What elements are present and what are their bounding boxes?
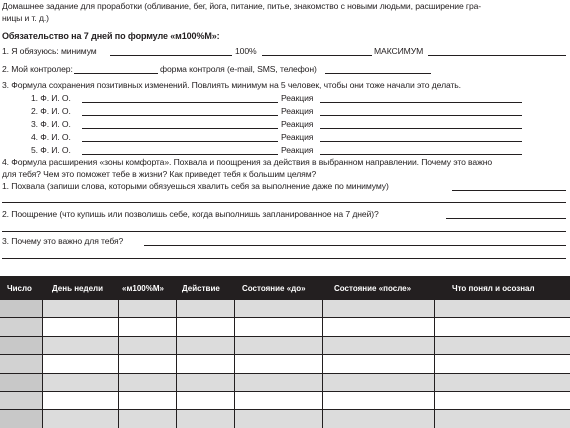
table-cell[interactable] <box>234 373 322 391</box>
table-row <box>0 355 570 373</box>
table-cell[interactable] <box>0 300 42 318</box>
table-row <box>0 391 570 409</box>
reaction-label: Реакция <box>281 132 314 142</box>
table-cell[interactable] <box>118 336 176 354</box>
table-cell[interactable] <box>322 300 434 318</box>
table-cell[interactable] <box>234 391 322 409</box>
table-cell[interactable] <box>434 410 570 428</box>
table-cell[interactable] <box>42 391 118 409</box>
importance-field[interactable] <box>144 245 566 246</box>
table-cell[interactable] <box>42 300 118 318</box>
commit-maximum-label: МАКСИМУМ <box>374 46 424 56</box>
table-cell[interactable] <box>176 391 234 409</box>
table-cell[interactable] <box>176 300 234 318</box>
column-header-date: Число <box>0 276 42 300</box>
table-cell[interactable] <box>118 391 176 409</box>
table-row <box>0 410 570 428</box>
table-cell[interactable] <box>0 391 42 409</box>
table-cell[interactable] <box>42 355 118 373</box>
table-cell[interactable] <box>234 336 322 354</box>
table-cell[interactable] <box>234 300 322 318</box>
reaction-label: Реакция <box>281 106 314 116</box>
table-cell[interactable] <box>322 336 434 354</box>
table-cell[interactable] <box>434 318 570 336</box>
person-label: 2. Ф. И. О. <box>31 106 71 116</box>
person-name-field[interactable] <box>82 128 278 129</box>
table-cell[interactable] <box>434 355 570 373</box>
table-cell[interactable] <box>176 355 234 373</box>
table-cell[interactable] <box>118 318 176 336</box>
table-cell[interactable] <box>42 336 118 354</box>
commitment-heading: Обязательство на 7 дней по формуле «м100%М»: <box>2 31 220 41</box>
table-cell[interactable] <box>176 336 234 354</box>
reaction-label: Реакция <box>281 145 314 155</box>
importance-question: 3. Почему это важно для тебя? <box>2 236 124 246</box>
table-cell[interactable] <box>322 355 434 373</box>
daily-tracking-table <box>0 276 570 428</box>
controller-label: 2. Мой контролер: <box>2 64 73 74</box>
table-cell[interactable] <box>322 373 434 391</box>
table-cell[interactable] <box>234 355 322 373</box>
person-name-field[interactable] <box>82 102 278 103</box>
table-row <box>0 318 570 336</box>
table-row <box>0 336 570 354</box>
table-cell[interactable] <box>176 318 234 336</box>
importance-field-line-2[interactable] <box>2 258 566 259</box>
column-header-insights: Что понял и осознал <box>434 276 570 300</box>
table-cell[interactable] <box>234 410 322 428</box>
reaction-field[interactable] <box>320 154 522 155</box>
comfort-zone-formula-line-1: 4. Формула расширения «зоны комфорта». Похвала и поощрения за действия в выбранном направлении. Почему это важно <box>2 157 493 167</box>
table-cell[interactable] <box>434 373 570 391</box>
reaction-field[interactable] <box>320 102 522 103</box>
comfort-zone-formula-line-2: для тебя? Чем это поможет тебе в жизни? Как приведет тебя к большим целям? <box>2 169 317 179</box>
person-name-field[interactable] <box>82 141 278 142</box>
reaction-field[interactable] <box>320 128 522 129</box>
intro-line-2: ницы и т. д.) <box>2 13 49 23</box>
table-cell[interactable] <box>322 318 434 336</box>
table-cell[interactable] <box>176 410 234 428</box>
table-cell[interactable] <box>322 391 434 409</box>
table-row <box>0 373 570 391</box>
table-cell[interactable] <box>0 355 42 373</box>
controller-field[interactable] <box>74 73 158 74</box>
table-cell[interactable] <box>322 410 434 428</box>
reaction-label: Реакция <box>281 119 314 129</box>
reward-question: 2. Поощрение (что купишь или позволишь себе, когда выполнишь запланированное на 7 дней)? <box>2 209 379 219</box>
person-name-field[interactable] <box>82 115 278 116</box>
commit-100-label: 100% <box>235 46 257 56</box>
column-header-state-after: Состояние «после» <box>322 276 434 300</box>
table-cell[interactable] <box>434 336 570 354</box>
column-header-formula: «м100%М» <box>118 276 176 300</box>
table-row <box>0 300 570 318</box>
positive-changes-formula: 3. Формула сохранения позитивных изменений. Повлиять минимум на 5 человек, чтобы они тоже начали это делать. <box>2 80 461 90</box>
praise-field[interactable] <box>452 190 566 191</box>
table-cell[interactable] <box>118 373 176 391</box>
person-label: 1. Ф. И. О. <box>31 93 71 103</box>
control-form-label: форма контроля (e-mail, SMS, телефон) <box>160 64 317 74</box>
commit-maximum-field[interactable] <box>428 55 566 56</box>
table-cell[interactable] <box>434 300 570 318</box>
reward-field[interactable] <box>446 218 566 219</box>
table-header-row <box>0 276 570 300</box>
table-cell[interactable] <box>118 410 176 428</box>
praise-field-line-2[interactable] <box>2 202 566 203</box>
reward-field-line-2[interactable] <box>2 231 566 232</box>
table-cell[interactable] <box>434 391 570 409</box>
commit-minimum-label: 1. Я обязуюсь: минимум <box>2 46 97 56</box>
column-header-action: Действие <box>176 276 234 300</box>
table-cell[interactable] <box>42 373 118 391</box>
column-header-state-before: Состояние «до» <box>234 276 322 300</box>
commit-100-field[interactable] <box>262 55 372 56</box>
reaction-label: Реакция <box>281 93 314 103</box>
table-cell[interactable] <box>0 373 42 391</box>
table-cell[interactable] <box>42 318 118 336</box>
table-cell[interactable] <box>176 373 234 391</box>
person-name-field[interactable] <box>82 154 278 155</box>
intro-line-1: Домашнее задание для проработки (обливание, бег, йога, питание, питье, знакомство с новыми людьми, расширение гра- <box>2 1 482 11</box>
person-label: 3. Ф. И. О. <box>31 119 71 129</box>
control-form-field[interactable] <box>325 73 431 74</box>
table-cell[interactable] <box>0 318 42 336</box>
table-cell[interactable] <box>118 355 176 373</box>
praise-question: 1. Похвала (запиши слова, которыми обязуешься хвалить себя за выполнение даже по минимуму) <box>2 181 389 191</box>
table-cell[interactable] <box>0 336 42 354</box>
person-label: 4. Ф. И. О. <box>31 132 71 142</box>
table-cell[interactable] <box>0 410 42 428</box>
reaction-field[interactable] <box>320 115 522 116</box>
table-cell[interactable] <box>42 410 118 428</box>
table-cell[interactable] <box>118 300 176 318</box>
column-header-weekday: День недели <box>42 276 118 300</box>
reaction-field[interactable] <box>320 141 522 142</box>
commit-minimum-field[interactable] <box>110 55 232 56</box>
person-label: 5. Ф. И. О. <box>31 145 71 155</box>
table-cell[interactable] <box>234 318 322 336</box>
